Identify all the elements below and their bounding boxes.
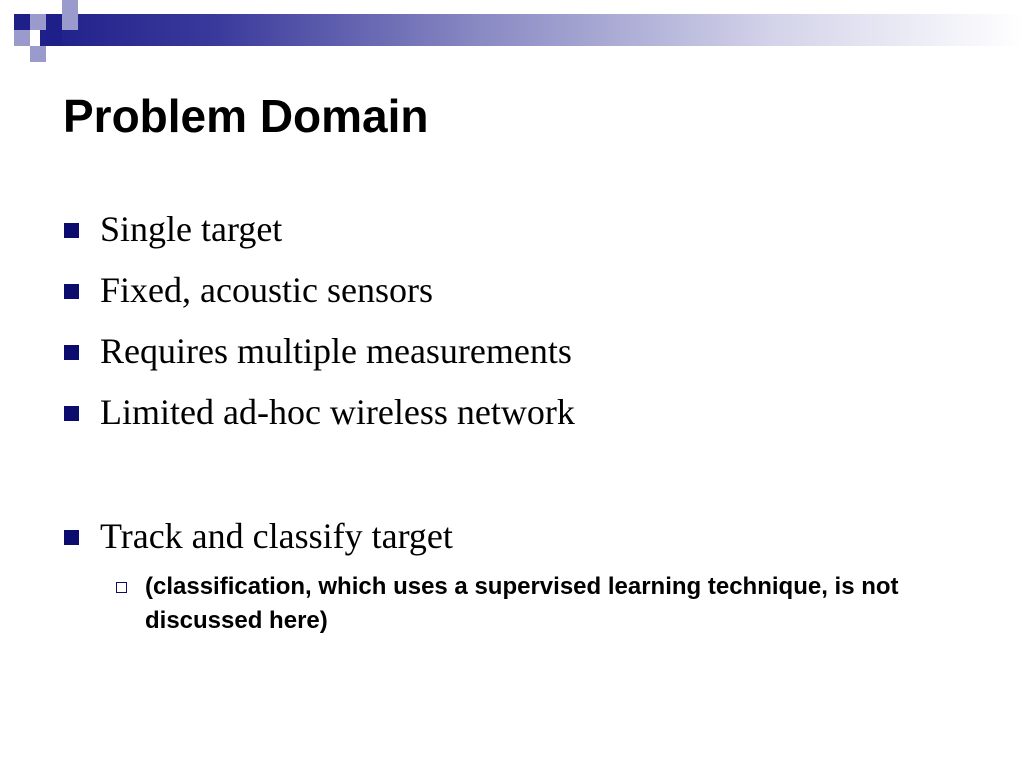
header-square-decoration [46, 30, 62, 46]
bullet-text: Limited ad-hoc wireless network [100, 392, 575, 432]
header-square-decoration [62, 0, 78, 14]
filled-square-icon [64, 284, 79, 299]
filled-square-icon [64, 530, 79, 545]
header-gradient-bar [40, 14, 1024, 46]
header-square-decoration [62, 14, 78, 30]
header-square-decoration [14, 30, 30, 46]
bullet-text: Track and classify target [100, 516, 453, 556]
filled-square-icon [64, 406, 79, 421]
hollow-square-icon [116, 582, 127, 593]
header-square-decoration [14, 14, 30, 30]
filled-square-icon [64, 345, 79, 360]
sub-bullet-text: (classification, which uses a supervised learning technique, is not discussed here) [145, 573, 899, 634]
bullet-text: Requires multiple measurements [100, 331, 572, 371]
header-square-decoration [30, 14, 46, 30]
header-square-decoration [30, 46, 46, 62]
bullet-text: Single target [100, 209, 283, 249]
filled-square-icon [64, 223, 79, 238]
slide-title: Problem Domain [63, 90, 429, 142]
header-square-decoration [46, 14, 62, 30]
bullet-text: Fixed, acoustic sensors [100, 270, 433, 310]
